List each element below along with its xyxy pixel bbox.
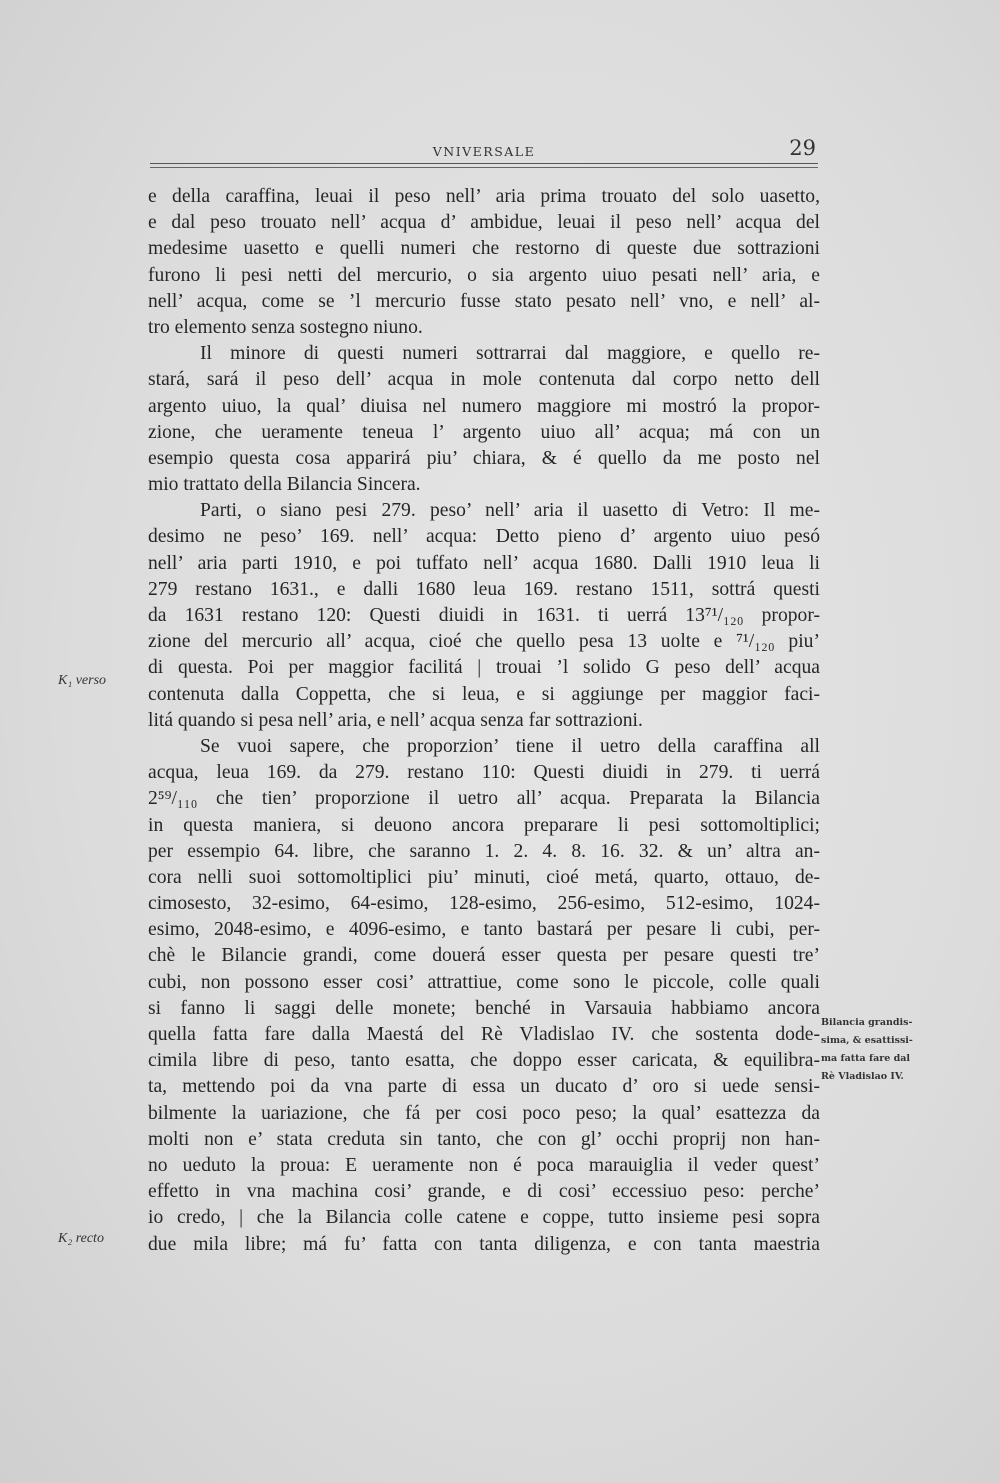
text-line: medesime uasetto e quelli numeri che restorno di queste due sottrazioni (148, 238, 820, 260)
body-text (148, 184, 820, 1258)
sidenote-line: ma fatta fare dal (821, 1053, 911, 1064)
text-line: 2⁵⁹/₁₁₀ che tien’ proporzione il uetro all’ acqua. Preparata la Bilancia (148, 788, 820, 810)
text-line: si fanno li saggi delle monete; benché in Varsauia habbiamo ancora (148, 997, 820, 1019)
text-line: e dal peso trouato nell’ acqua d’ ambidue, leuai il peso nell’ acqua del (148, 212, 820, 234)
text-line: chè le Bilancie grandi, come douerá esser questa per pesare questi tre’ (148, 945, 820, 967)
text-line: esempio questa cosa apparirá piu’ chiara, & é quello da me posto nel (148, 447, 820, 469)
text-line: furono li pesi netti del mercurio, o sia argento uiuo pesati nell’ aria, e (148, 264, 820, 286)
text-line: bilmente la uariazione, che fá per cosi poco peso; la qual’ esattezza da (148, 1102, 820, 1124)
text-line: Se vuoi sapere, che proporzion’ tiene il uetro della caraffina all (200, 735, 820, 757)
running-title: VNIVERSALE (432, 144, 536, 159)
text-line: per essempio 64. libre, che saranno 1. 2. 4. 8. 16. 32. & un’ altra an- (148, 840, 820, 862)
text-line: nell’ acqua, come se ’l mercurio fusse stato pesato nell’ vno, e nell’ al- (148, 290, 820, 312)
text-line: nell’ aria parti 1910, e poi tuffato nell’ acqua 1680. Dalli 1910 leua li (148, 552, 820, 574)
page-header (150, 138, 818, 168)
text-line: no ueduto la proua: E ueramente non é poca marauiglia il veder quest’ (148, 1154, 820, 1176)
text-line: desimo ne peso’ 169. nell’ acqua: Detto pieno d’ argento uiuo pesó (148, 526, 820, 548)
text-line: cora nelli suoi sottomoltiplici piu’ minuti, cioé metá, quarto, ottauo, de- (148, 866, 820, 888)
text-line: zione del mercurio all’ acqua, cioé che quello pesa 13 uolte e ⁷¹/₁₂₀ piu’ (148, 631, 820, 653)
text-line: da 1631 restano 120: Questi diuidi in 1631. ti uerrá 13⁷¹/₁₂₀ propor- (148, 605, 820, 626)
margin-note-k2-recto: K₂ recto (58, 1231, 104, 1246)
text-line: mio trattato della Bilancia Sincera. (148, 474, 421, 496)
sidenote-bilancia (821, 1014, 931, 1086)
text-line: acqua, leua 169. da 279. restano 110: Questi diuidi in 279. ti uerrá (148, 762, 820, 784)
sidenote-line: sima, & esattissi- (821, 1035, 913, 1046)
text-line: esimo, 2048-esimo, e 4096-esimo, e tanto bastará per pesare li cubi, per- (148, 919, 820, 941)
page-number: 29 (789, 136, 816, 160)
text-line: cimosesto, 32-esimo, 64-esimo, 128-esimo, 256-esimo, 512-esimo, 1024- (148, 893, 820, 915)
sidenote-line: Bilancia grandis- (821, 1017, 913, 1028)
text-line: Il minore di questi numeri sottrarrai dal maggiore, e quello re- (200, 343, 820, 365)
text-line: tro elemento senza sostegno niuno. (148, 316, 423, 338)
text-line: e della caraffina, leuai il peso nell’ aria prima trouato del solo uasetto, (148, 186, 820, 207)
text-line: in questa maniera, si deuono ancora preparare li pesi sottomoltiplici; (148, 814, 820, 836)
text-line: cubi, non possono esser cosi’ attrattiue, come sono le piccole, colle quali (148, 971, 820, 993)
margin-note-k1-verso: K₁ verso (58, 673, 107, 688)
text-line: effetto in vna machina cosi’ grande, e di cosi’ eccessiuo peso: perche’ (148, 1181, 820, 1203)
text-line: due mila libre; má fu’ fatta con tanta diligenza, e con tanta maestria (148, 1233, 820, 1255)
text-line: Parti, o siano pesi 279. peso’ nell’ aria il uasetto di Vetro: Il me- (200, 500, 820, 522)
text-line: molti non e’ stata creduta sin tanto, che con gl’ occhi proprij non han- (148, 1128, 820, 1150)
header-rule (150, 163, 818, 168)
text-line: 279 restano 1631., e dalli 1680 leua 169. restano 1511, sottrá questi (148, 578, 820, 600)
text-line: zione, che ueramente teneua l’ argento uiuo all’ acqua; má con un (148, 421, 820, 443)
text-line: argento uiuo, la qual’ diuisa nel numero maggiore mi mostró la propor- (148, 395, 820, 417)
text-line: contenuta dalla Coppetta, che si leua, e si aggiunge per maggior faci- (148, 683, 820, 705)
text-line: litá quando si pesa nell’ aria, e nell’ acqua senza far sottrazioni. (148, 709, 643, 731)
text-line: io credo, | che la Bilancia colle catene e coppe, tutto insieme pesi sopra (148, 1207, 820, 1229)
sidenote-line: Rè Vladislao IV. (821, 1071, 904, 1082)
text-line: di questa. Poi per maggior facilitá | trouai ’l solido G peso dell’ acqua (148, 657, 820, 679)
text-line: stará, sará il peso dell’ acqua in mole contenuta dal corpo netto dell (148, 369, 820, 391)
text-line: cimila libre di peso, tanto esatta, che doppo esser caricata, & equilibra- (148, 1050, 820, 1072)
text-line: quella fatta fare dalla Maestá del Rè Vladislao IV. che sostenta dode- (148, 1024, 820, 1045)
text-line: ta, mettendo poi da vna parte di essa un ducato d’ oro si uede sensi- (148, 1076, 820, 1098)
